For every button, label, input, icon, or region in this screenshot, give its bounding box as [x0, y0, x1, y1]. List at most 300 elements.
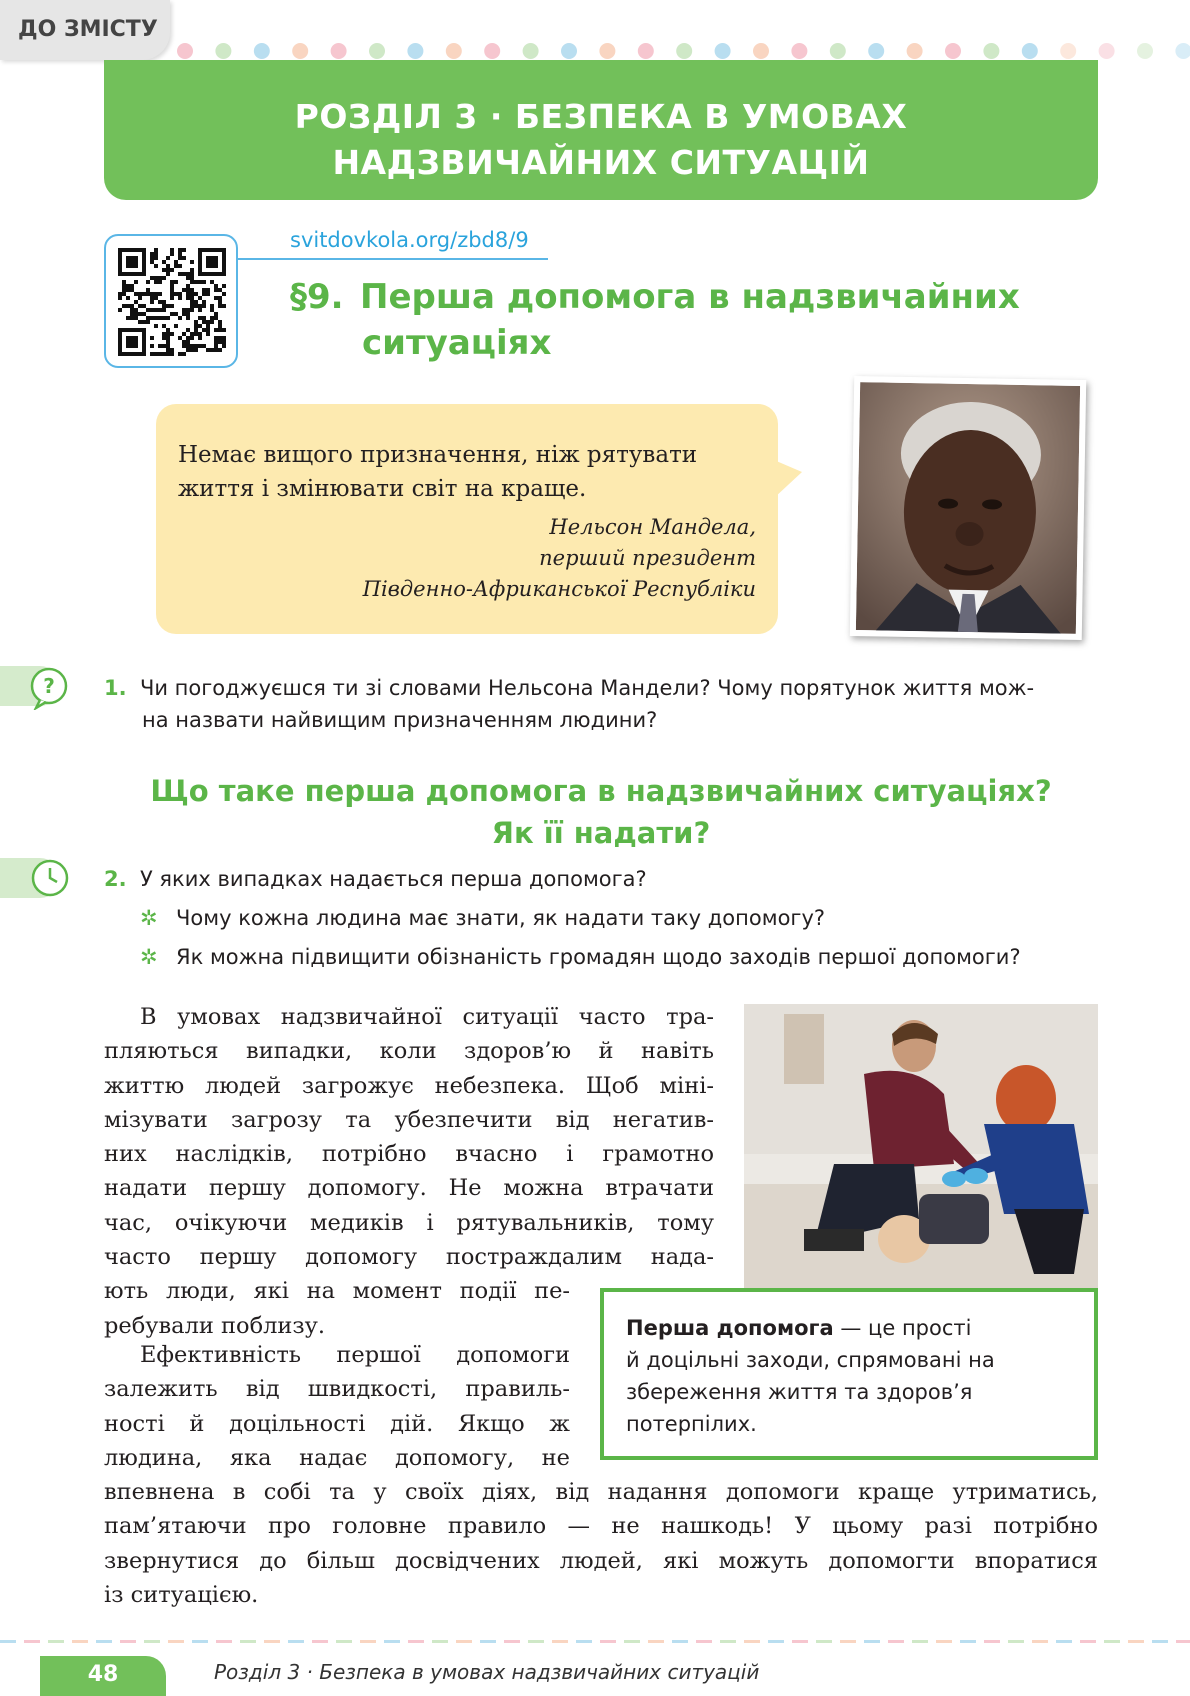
decorative-dot: [254, 43, 270, 59]
qr-module: [202, 316, 206, 320]
footer-dash-segment: [1008, 1640, 1024, 1643]
qr-module: [142, 304, 146, 308]
qr-module: [202, 272, 206, 276]
qr-module: [134, 260, 138, 264]
qr-module: [170, 304, 174, 308]
portrait-photo: [856, 382, 1080, 634]
qr-module: [130, 308, 134, 312]
qr-module: [118, 268, 122, 272]
qr-module: [170, 292, 174, 296]
decorative-dot: [484, 43, 500, 59]
qr-module: [118, 292, 122, 296]
qr-module: [118, 352, 122, 356]
qr-module: [178, 336, 182, 340]
footer-dash-segment: [96, 1640, 112, 1643]
qr-module: [222, 328, 226, 332]
qr-module: [194, 320, 198, 324]
qr-module: [194, 328, 198, 332]
footer-dash-segment: [840, 1640, 856, 1643]
qr-module: [198, 264, 202, 268]
qr-module: [150, 256, 154, 260]
qr-module: [194, 280, 198, 284]
qr-module: [214, 256, 218, 260]
recall-marker: [0, 858, 60, 898]
qr-module: [130, 352, 134, 356]
qr-module: [190, 332, 194, 336]
qr-module: [134, 340, 138, 344]
qr-module: [150, 352, 154, 356]
footer-dash-segment: [792, 1640, 808, 1643]
qr-module: [142, 348, 146, 352]
qr-module: [206, 348, 210, 352]
decorative-dot: [177, 43, 193, 59]
decorative-dot: [1022, 43, 1038, 59]
quote-author-country: Південно-Африканської Республіки: [362, 577, 756, 601]
qr-module: [166, 340, 170, 344]
definition-box: [600, 1288, 1098, 1460]
qr-module: [142, 336, 146, 340]
quote-box: [156, 404, 778, 634]
footer-dash-segment: [864, 1640, 880, 1643]
decorative-dot: [1175, 43, 1190, 59]
qr-module: [206, 260, 210, 264]
qr-module: [138, 296, 142, 300]
qr-module: [222, 284, 226, 288]
qr-module: [138, 292, 142, 296]
qr-module: [154, 252, 158, 256]
qr-module: [162, 336, 166, 340]
qr-module: [126, 260, 130, 264]
footer-dash-segment: [408, 1640, 424, 1643]
qr-module: [158, 316, 162, 320]
qr-module: [214, 248, 218, 252]
qr-module: [138, 312, 142, 316]
qr-module: [198, 316, 202, 320]
qr-module: [138, 248, 142, 252]
decorative-dot: [1060, 43, 1076, 59]
footer-dash-segment: [48, 1640, 64, 1643]
qr-module: [190, 268, 194, 272]
qr-module: [222, 340, 226, 344]
qr-module: [146, 308, 150, 312]
definition-line2: й доцільні заходи, спрямовані на: [626, 1348, 995, 1372]
qr-module: [198, 252, 202, 256]
qr-module: [194, 292, 198, 296]
qr-module: [130, 260, 134, 264]
qr-module: [154, 280, 158, 284]
qr-divider: [238, 258, 548, 260]
footer-dash-segment: [336, 1640, 352, 1643]
qr-module: [186, 316, 190, 320]
qr-module: [134, 264, 138, 268]
qr-module: [130, 316, 134, 320]
decorative-dot: [945, 43, 961, 59]
qr-module: [142, 272, 146, 276]
body-paragraph-1: В умовах надзвичайної ситуації часто тра- пляються випадки, коли здоров’ю й навіть життю людей загрожує небезпека. Щоб міні- мізувати загрозу та убезпечити від негатив- них наслідків, потрібно вчасно і грамотно надати першу допомогу. Не можна втрачати час, очікуючи медиків і рятувальників, тому часто першу допомогу постраждалим нада- ють люди, які на момент події пе- ребували поблизу.: [104, 1004, 714, 1339]
qr-module: [166, 336, 170, 340]
qr-module: [178, 252, 182, 256]
qr-module: [142, 268, 146, 272]
qr-module: [118, 264, 122, 268]
qr-module: [214, 348, 218, 352]
qr-module: [118, 348, 122, 352]
qr-module: [214, 288, 218, 292]
qr-module: [182, 344, 186, 348]
qr-module: [202, 328, 206, 332]
qr-module: [154, 292, 158, 296]
decorative-dots: [175, 40, 1190, 62]
qr-module: [170, 332, 174, 336]
qr-module: [170, 268, 174, 272]
footer-dash-segment: [432, 1640, 448, 1643]
qr-code-frame[interactable]: [104, 234, 238, 368]
qr-module: [158, 280, 162, 284]
qr-module: [150, 308, 154, 312]
decorative-dot: [830, 43, 846, 59]
qr-module: [142, 352, 146, 356]
footer-dash-segment: [456, 1640, 472, 1643]
footer-dash-segment: [1032, 1640, 1048, 1643]
qr-module: [142, 328, 146, 332]
paragraph-title-line2: ситуаціях: [362, 323, 552, 363]
qr-module: [218, 328, 222, 332]
qr-module: [194, 344, 198, 348]
qr-module: [154, 296, 158, 300]
qr-module: [126, 344, 130, 348]
decorative-dot: [868, 43, 884, 59]
qr-module: [198, 344, 202, 348]
qr-module: [202, 292, 206, 296]
qr-module: [174, 292, 178, 296]
qr-module: [174, 260, 178, 264]
qr-module: [198, 272, 202, 276]
decorative-dot: [523, 43, 539, 59]
footer-dash-segment: [960, 1640, 976, 1643]
qr-module: [194, 348, 198, 352]
qr-module: [154, 264, 158, 268]
qr-module: [134, 280, 138, 284]
qr-module: [130, 340, 134, 344]
qr-module: [190, 304, 194, 308]
qr-module: [222, 260, 226, 264]
qr-module: [210, 248, 214, 252]
list-item: ✲ Чому кожна людина має знати, як надати таку допомогу?: [104, 901, 1104, 935]
qr-module: [130, 288, 134, 292]
footer-dash-segment: [144, 1640, 160, 1643]
qr-module: [142, 320, 146, 324]
qr-module: [170, 288, 174, 292]
footer-dash-segment: [1056, 1640, 1072, 1643]
subheading-line2: Як її надати?: [491, 816, 711, 850]
qr-module: [218, 348, 222, 352]
qr-module: [210, 264, 214, 268]
toc-tab[interactable]: ДО ЗМІСТУ: [0, 0, 170, 60]
qr-module: [198, 256, 202, 260]
qr-module: [150, 292, 154, 296]
qr-module: [162, 344, 166, 348]
qr-module: [190, 308, 194, 312]
qr-module: [146, 288, 150, 292]
qr-module: [190, 276, 194, 280]
decorative-dot: [638, 43, 654, 59]
qr-module: [118, 248, 122, 252]
qr-module: [158, 352, 162, 356]
qr-module: [214, 328, 218, 332]
qr-module: [202, 248, 206, 252]
footer-dash-segment: [240, 1640, 256, 1643]
qr-module: [186, 348, 190, 352]
qr-module: [182, 256, 186, 260]
qr-module: [210, 304, 214, 308]
qr-module: [134, 344, 138, 348]
qr-module: [174, 312, 178, 316]
qr-module: [210, 308, 214, 312]
qr-module: [118, 256, 122, 260]
qr-module: [122, 272, 126, 276]
qr-module: [138, 304, 142, 308]
qr-module: [202, 304, 206, 308]
qr-module: [166, 264, 170, 268]
qr-module: [166, 352, 170, 356]
footer-dash-segment: [936, 1640, 952, 1643]
qr-module: [150, 336, 154, 340]
qr-module: [218, 248, 222, 252]
qr-module: [142, 344, 146, 348]
footer-dash-segment: [720, 1640, 736, 1643]
decorative-dot: [331, 43, 347, 59]
qr-module: [222, 292, 226, 296]
qr-module: [198, 296, 202, 300]
qr-module: [218, 288, 222, 292]
footer-divider: [0, 1640, 1190, 1644]
qr-module: [158, 308, 162, 312]
qr-module: [190, 260, 194, 264]
qr-module: [142, 260, 146, 264]
qr-module: [222, 264, 226, 268]
qr-module: [142, 312, 146, 316]
decorative-dot: [676, 43, 692, 59]
qr-module: [194, 332, 198, 336]
qr-module: [170, 248, 174, 252]
qr-module: [142, 340, 146, 344]
qr-module: [122, 328, 126, 332]
qr-module: [138, 328, 142, 332]
qr-module: [150, 296, 154, 300]
footer-dash-segment: [648, 1640, 664, 1643]
qr-module: [126, 316, 130, 320]
qr-module: [222, 268, 226, 272]
qr-module: [126, 256, 130, 260]
qr-module: [138, 272, 142, 276]
footer-dash-segment: [288, 1640, 304, 1643]
decorative-dot: [983, 43, 999, 59]
qr-module: [178, 292, 182, 296]
qr-module: [206, 328, 210, 332]
qr-module: [186, 296, 190, 300]
footer-dash-segment: [696, 1640, 712, 1643]
footer-dash-segment: [624, 1640, 640, 1643]
qr-module: [154, 324, 158, 328]
qr-module: [206, 264, 210, 268]
qr-module: [166, 304, 170, 308]
qr-module: [182, 312, 186, 316]
footer-dash-segment: [120, 1640, 136, 1643]
qr-module: [190, 300, 194, 304]
qr-module: [154, 352, 158, 356]
qr-module: [154, 256, 158, 260]
qr-module: [178, 248, 182, 252]
qr-module: [166, 256, 170, 260]
decorative-dot: [369, 43, 385, 59]
qr-module: [210, 256, 214, 260]
decorative-dot: [561, 43, 577, 59]
decorative-dot: [715, 43, 731, 59]
qr-module: [182, 248, 186, 252]
qr-module: [178, 256, 182, 260]
qr-module: [122, 284, 126, 288]
footer-dash-segment: [192, 1640, 208, 1643]
qr-module: [154, 248, 158, 252]
qr-module: [194, 304, 198, 308]
qr-module: [118, 344, 122, 348]
qr-module: [150, 252, 154, 256]
qr-module: [142, 256, 146, 260]
qr-module: [166, 332, 170, 336]
qr-module: [126, 352, 130, 356]
sun-bullet-icon: ✲: [140, 945, 158, 969]
qr-module: [214, 284, 218, 288]
qr-module: [142, 264, 146, 268]
qr-module: [214, 296, 218, 300]
quote-line2: життя і змінювати світ на краще.: [178, 476, 587, 502]
definition-text: — це прості: [833, 1316, 972, 1340]
qr-module: [126, 304, 130, 308]
decorative-dot: [215, 43, 231, 59]
qr-module: [218, 336, 222, 340]
qr-module: [118, 252, 122, 256]
qr-url-link[interactable]: svitdovkola.org/zbd8/9: [290, 228, 529, 252]
qr-module: [170, 252, 174, 256]
qr-module: [178, 352, 182, 356]
body-paragraph-2: Ефективність першої допомоги залежить від швидкості, правиль- ності й доцільності дій. Якщо ж людина, яка надає допомогу, не: [104, 1342, 570, 1471]
section-header-line1: РОЗДІЛ 3 · БЕЗПЕКА В УМОВАХ: [294, 97, 908, 136]
qr-module: [218, 296, 222, 300]
qr-code-icon: [118, 248, 226, 356]
qr-module: [194, 324, 198, 328]
first-aid-illustration: [744, 1004, 1098, 1288]
question-1-line2: на назвати найвищим призначенням людини?: [142, 708, 658, 732]
qr-module: [166, 344, 170, 348]
qr-module: [150, 316, 154, 320]
qr-module: [122, 352, 126, 356]
definition-line4: потерпілих.: [626, 1412, 757, 1436]
qr-module: [170, 296, 174, 300]
quote-author-role: перший президент: [539, 546, 756, 570]
footer-dash-segment: [312, 1640, 328, 1643]
decorative-dot: [446, 43, 462, 59]
qr-module: [222, 336, 226, 340]
section-header: [104, 60, 1098, 200]
decorative-dot: [1099, 43, 1115, 59]
qr-module: [186, 336, 190, 340]
body-paragraph-3: впевнена в собі та у своїх діях, від надання допомоги краще утриматись, пам’ятаючи про головне правило — не нашкодь! У цьому разі потрібно звернутися до більш досвідчених людей, які можуть допомогти впоратися із ситуацією.: [104, 1479, 1098, 1608]
quote-author: Нельсон Мандела,: [549, 515, 756, 539]
qr-module: [190, 288, 194, 292]
qr-module: [134, 328, 138, 332]
qr-module: [218, 324, 222, 328]
qr-module: [214, 340, 218, 344]
decorative-dot: [907, 43, 923, 59]
qr-module: [214, 260, 218, 264]
qr-module: [170, 312, 174, 316]
qr-module: [134, 312, 138, 316]
qr-module: [126, 272, 130, 276]
qr-module: [218, 300, 222, 304]
footer-dash-segment: [912, 1640, 928, 1643]
qr-module: [118, 336, 122, 340]
qr-module: [210, 260, 214, 264]
qr-module: [166, 328, 170, 332]
qr-module: [154, 316, 158, 320]
qr-module: [154, 308, 158, 312]
qr-module: [206, 324, 210, 328]
qr-module: [130, 272, 134, 276]
qr-module: [202, 344, 206, 348]
qr-module: [190, 336, 194, 340]
svg-text:?: ?: [43, 674, 55, 698]
footer-dash-segment: [576, 1640, 592, 1643]
section-subheading: [104, 770, 1098, 854]
qr-module: [150, 344, 154, 348]
qr-module: [206, 320, 210, 324]
qr-module: [214, 316, 218, 320]
footer-dash-segment: [672, 1640, 688, 1643]
qr-module: [126, 288, 130, 292]
question-1-line1: Чи погоджуєшся ти зі словами Нельсона Мандели? Чому порятунок життя мож-: [139, 676, 1035, 700]
footer-dash-segment: [264, 1640, 280, 1643]
footer-dash-segment: [168, 1640, 184, 1643]
qr-module: [206, 292, 210, 296]
qr-module: [146, 292, 150, 296]
qr-module: [166, 268, 170, 272]
qr-module: [222, 248, 226, 252]
question-2: [104, 862, 1104, 974]
qr-module: [142, 292, 146, 296]
list-item: ✲ Як можна підвищити обізнаність громадян щодо заходів першої допомоги?: [104, 940, 1104, 974]
qr-module: [190, 348, 194, 352]
qr-module: [142, 248, 146, 252]
qr-module: [134, 308, 138, 312]
qr-module: [202, 300, 206, 304]
qr-module: [214, 272, 218, 276]
qr-module: [130, 312, 134, 316]
qr-module: [214, 336, 218, 340]
qr-module: [190, 344, 194, 348]
footer-dash-segment: [1128, 1640, 1144, 1643]
footer-dash-segment: [744, 1640, 760, 1643]
qr-module: [190, 280, 194, 284]
definition-line3: збереження життя та здоров’я: [626, 1380, 973, 1404]
qr-module: [198, 280, 202, 284]
footer-dash-segment: [1080, 1640, 1096, 1643]
qr-module: [158, 276, 162, 280]
qr-module: [170, 284, 174, 288]
qr-module: [130, 304, 134, 308]
footer-dash-segment: [888, 1640, 904, 1643]
qr-module: [118, 328, 122, 332]
qr-module: [162, 316, 166, 320]
qr-module: [166, 348, 170, 352]
